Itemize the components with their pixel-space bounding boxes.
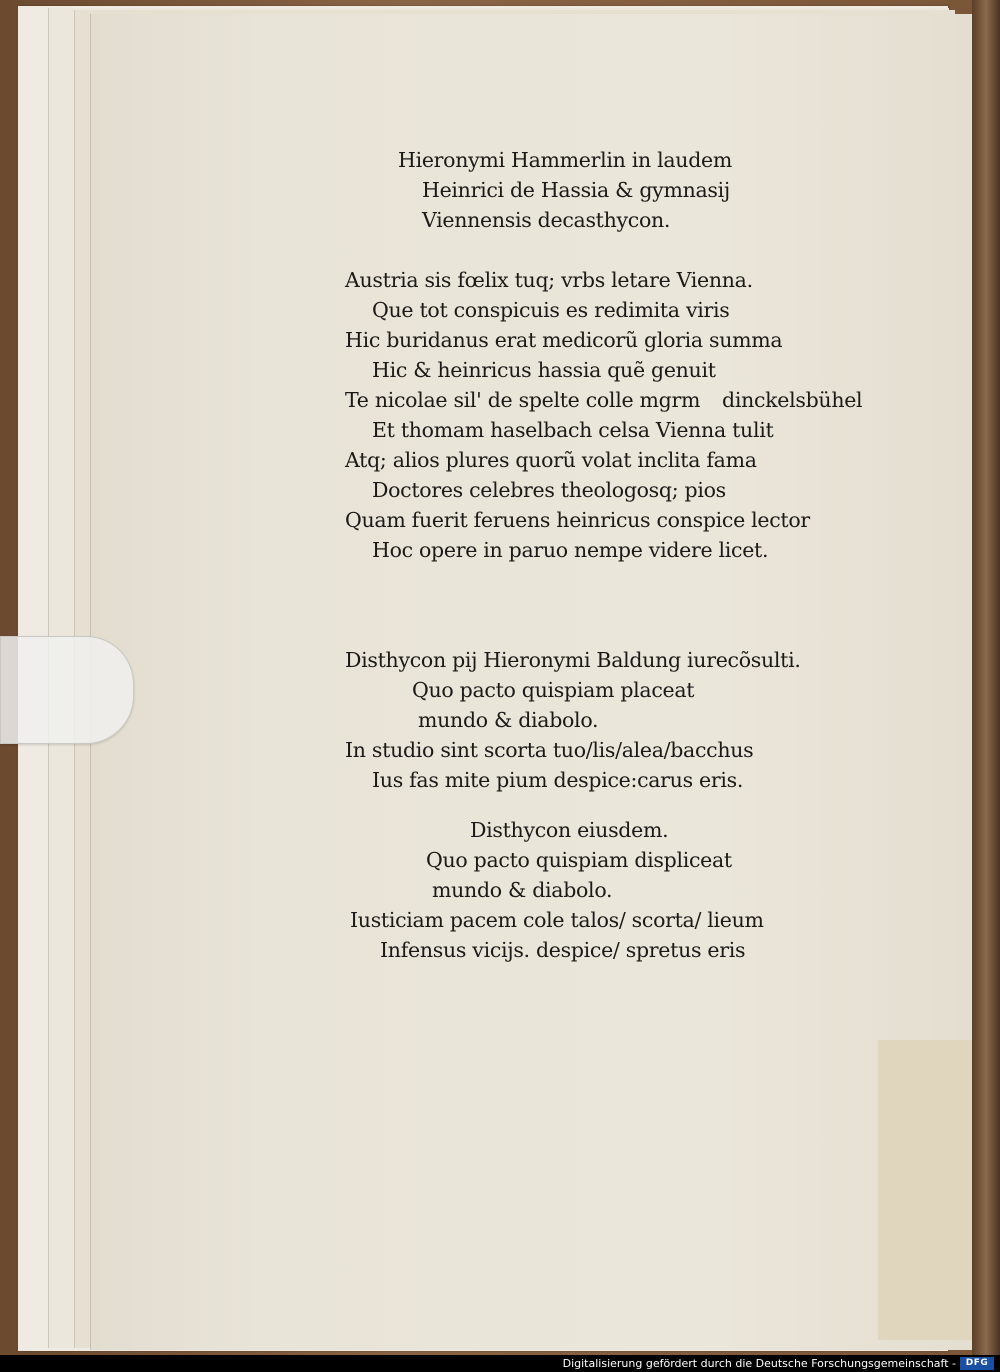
poem1-verse-5: Te nicolae sil' de spelte colle mgrm: [345, 388, 701, 412]
poem1-verse-9: Quam fuerit feruens heinricus conspice lector: [345, 508, 810, 532]
digitization-footer: [0, 1355, 1000, 1372]
poem3-title-line-2: Quo pacto quispiam displiceat: [426, 848, 732, 872]
poem1-verse-8: Doctores celebres theologosq; pios: [372, 478, 726, 502]
poem3-title-line-1: Disthycon eiusdem.: [470, 818, 669, 842]
poem1-verse-6: Et thomam haselbach celsa Vienna tulit: [372, 418, 774, 442]
poem2-title-line-2: Quo pacto quispiam placeat: [412, 678, 695, 702]
poem3-title-line-3: mundo & diabolo.: [432, 878, 613, 902]
poem3-verse-2: Infensus vicijs. despice/ spretus eris: [380, 938, 746, 962]
poem3-verse-1: Iusticiam pacem cole talos/ scorta/ lieum: [350, 908, 764, 932]
footer-credit-text: Digitalisierung gefördert durch die Deutsche Forschungsgemeinschaft -: [562, 1357, 956, 1370]
poem1-verse-5-gloss: dinckelsbühel: [722, 388, 863, 412]
page-stain: [878, 1040, 972, 1340]
poem1-title-line-2: Heinrici de Hassia & gymnasij: [422, 178, 730, 202]
dfg-logo-icon: DFG: [960, 1357, 994, 1370]
poem2-verse-1: In studio sint scorta tuo/lis/alea/bacchus: [345, 738, 754, 762]
poem1-verse-7: Atq; alios plures quorũ volat inclita fama: [345, 448, 757, 472]
poem1-verse-4: Hic & heinricus hassia quẽ genuit: [372, 358, 716, 382]
poem1-verse-10: Hoc opere in paruo nempe videre licet.: [372, 538, 769, 562]
poem1-title-line-1: Hieronymi Hammerlin in laudem: [398, 148, 732, 172]
poem1-verse-1: Austria sis fœlix tuq; vrbs letare Vienna.: [345, 268, 753, 292]
poem1-verse-3: Hic buridanus erat medicorũ gloria summa: [345, 328, 783, 352]
poem2-verse-2: Ius fas mite pium despice:carus eris.: [372, 768, 744, 792]
poem1-title-line-3: Viennensis decasthycon.: [422, 208, 671, 232]
poem1-verse-2: Que tot conspicuis es redimita viris: [372, 298, 730, 322]
poem2-title-line-1: Disthycon pij Hieronymi Baldung iurecõsulti.: [345, 648, 801, 672]
poem2-title-line-3: mundo & diabolo.: [418, 708, 599, 732]
